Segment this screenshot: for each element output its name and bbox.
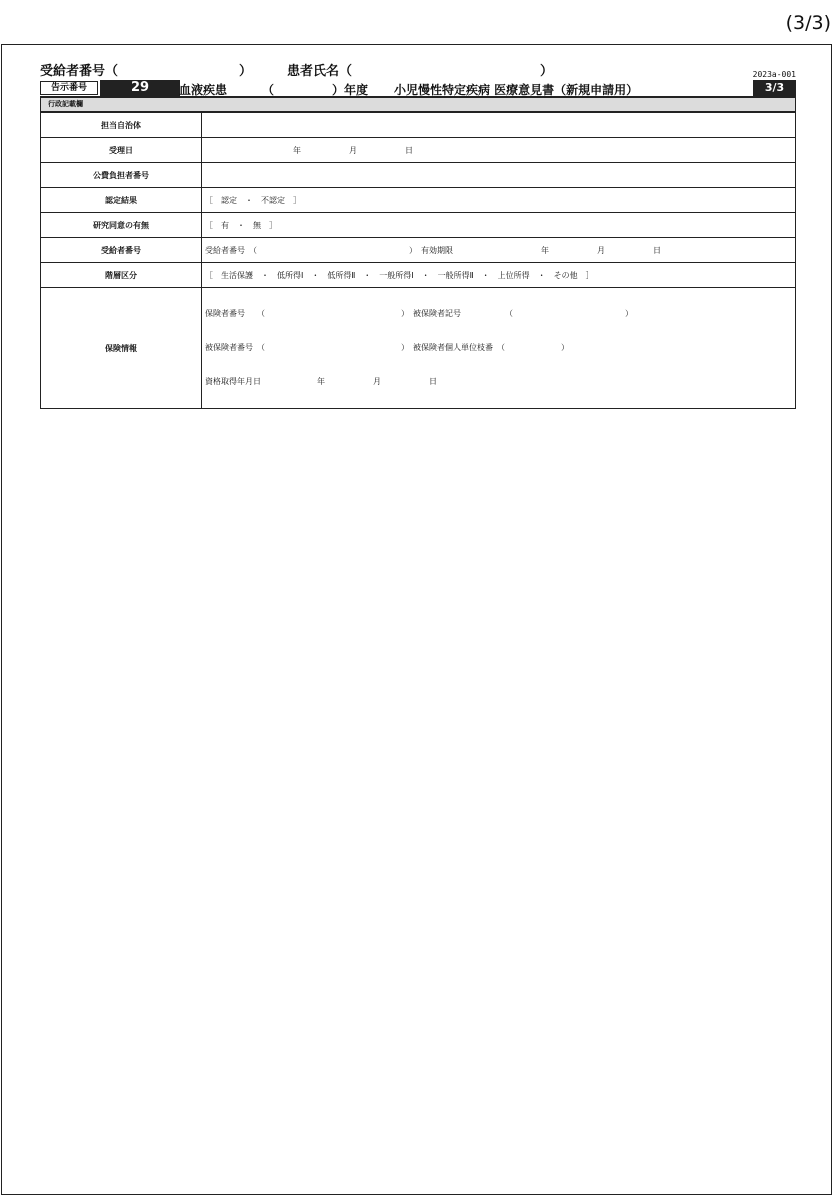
- field-certification-result[interactable]: ［ 認定 ・ 不認定 ］: [202, 188, 796, 213]
- label-certification-result: 認定結果: [41, 188, 202, 213]
- field-recipient-number[interactable]: 受給者番号 （ ） 有効期限 年 月 日: [202, 238, 796, 263]
- row-payer-number: [41, 163, 796, 188]
- label-payer-number: 公費負担者番号: [41, 163, 202, 188]
- field-insurance[interactable]: [202, 288, 796, 409]
- insurance-line-acquired-date: 資格取得年月日 年 月 日: [205, 377, 437, 386]
- row-municipality: [41, 113, 796, 138]
- year-close-paren: ）年度: [332, 83, 369, 97]
- field-receipt-date[interactable]: 年 月 日: [202, 138, 796, 163]
- admin-table: [40, 112, 796, 409]
- header-line: [40, 60, 796, 78]
- row-recipient-number: [41, 238, 796, 263]
- title-bar: [40, 80, 796, 96]
- field-payer-number[interactable]: [202, 163, 796, 188]
- page-number: (3/3): [785, 12, 831, 34]
- notice-number: 29: [100, 80, 180, 96]
- row-insurance: [41, 288, 796, 409]
- recipient-number-label: 受給者番号（: [40, 64, 119, 79]
- notice-number-label: 告示番号: [40, 81, 98, 95]
- label-municipality: 担当自治体: [41, 113, 202, 138]
- field-research-consent[interactable]: ［ 有 ・ 無 ］: [202, 213, 796, 238]
- label-insurance: 保険情報: [41, 288, 202, 409]
- title-page-indicator: 3/3: [753, 80, 796, 96]
- row-receipt-date: [41, 138, 796, 163]
- patient-name-label: 患者氏名（: [287, 64, 353, 79]
- insurance-line-insured: 被保険者番号 （ ） 被保険者個人単位枝番 （ ）: [205, 343, 569, 352]
- patient-name-close: ）: [540, 64, 554, 79]
- row-research-consent: [41, 213, 796, 238]
- year-open-paren: （: [262, 83, 275, 97]
- admin-section-header: 行政記載欄: [40, 97, 796, 112]
- insurance-line-insurer: 保険者番号 （ ） 被保険者記号 （ ）: [205, 309, 633, 318]
- field-income-bracket[interactable]: ［ 生活保護 ・ 低所得Ⅰ ・ 低所得Ⅱ ・ 一般所得Ⅰ ・ 一般所得Ⅱ ・ 上位所得 ・ その他 ］: [202, 263, 796, 288]
- form-title: 小児慢性特定疾病 医療意見書（新規申請用）: [394, 83, 639, 97]
- label-receipt-date: 受理日: [41, 138, 202, 163]
- row-certification-result: [41, 188, 796, 213]
- label-income-bracket: 階層区分: [41, 263, 202, 288]
- label-recipient-number: 受給者番号: [41, 238, 202, 263]
- label-research-consent: 研究同意の有無: [41, 213, 202, 238]
- disease-group: 血液疾患: [179, 83, 228, 97]
- document-code: 2023a-001: [752, 70, 796, 79]
- field-municipality[interactable]: [202, 113, 796, 138]
- row-income-bracket: [41, 263, 796, 288]
- recipient-number-close: ）: [239, 64, 253, 79]
